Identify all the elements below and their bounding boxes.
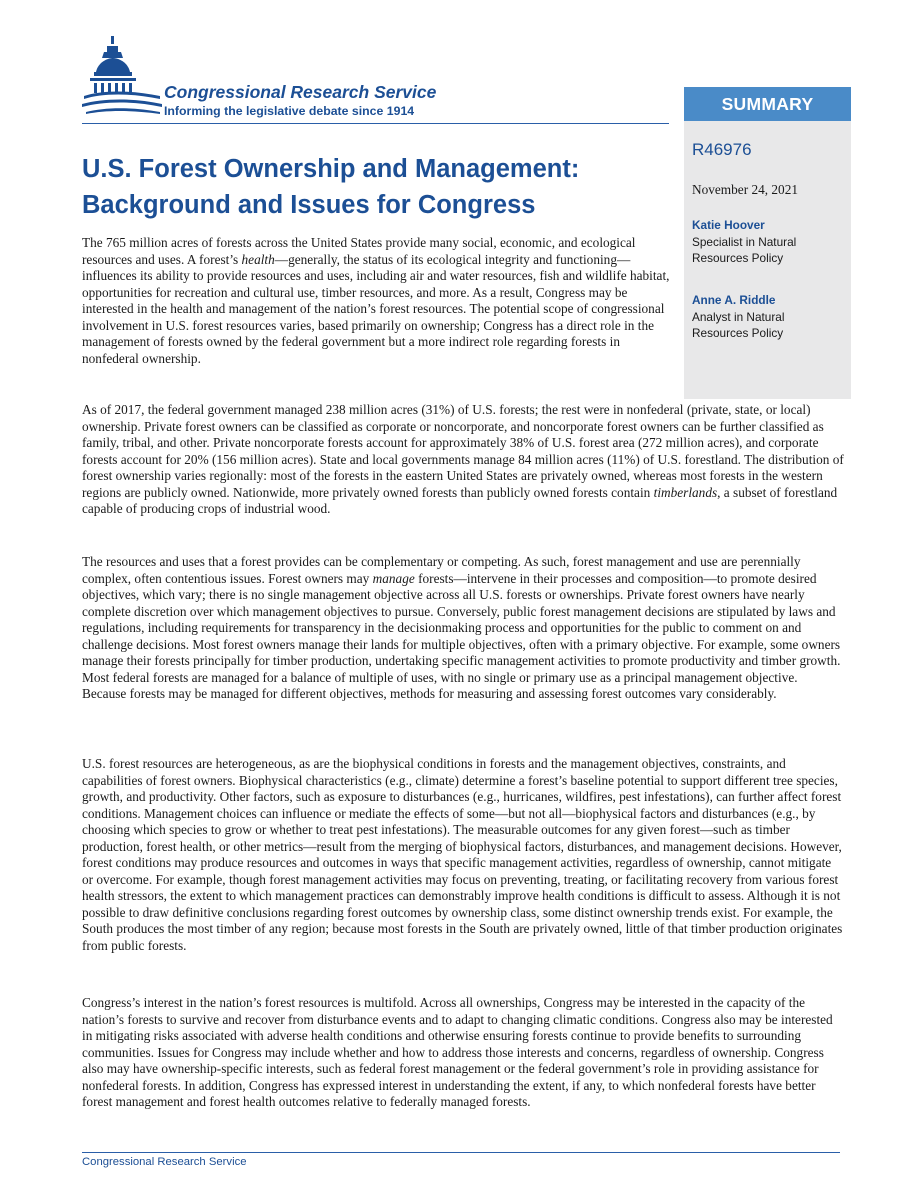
summary-paragraph: Congress’s interest in the nation’s forest resources is multifold. Across all ownerships, Congress may be interested in the capacity of the nation’s forests to survive and recover from disturbance events and to adapt to changing climatic conditions. Congress also may be interested in mitigating risks associated with adverse health conditions and otherwise ensuring forests continue to provide benefits to surrounding communities. Issues for Congress may include whether and how to address those interests and concerns, regardless of ownership. Congress also may have ownership-specific interests, such as federal forest management or the federal government’s role in providing assistance for nonfederal forests. In addition, Congress has expressed interest in understanding the extent, if any, to which nonfederal forests have better forest management and forest health outcomes relative to federally managed forests. bbox=[82, 995, 833, 1109]
org-tagline: Informing the legislative debate since 1914 bbox=[164, 104, 415, 118]
report-date: November 24, 2021 bbox=[692, 182, 798, 197]
author-block bbox=[692, 217, 796, 267]
author-name: Anne A. Riddle bbox=[692, 293, 776, 307]
title-line: U.S. Forest Ownership and Management: bbox=[82, 155, 580, 183]
summary-paragraph: The resources and uses that a forest provides can be complementary or competing. As such, forest management and use are perennially complex, often contentious issues. Forest owners may manage forests—intervene in their processes and composition—to promote desired objectives, which vary; there is no single management objective across all U.S. forests or ownerships. Private forest owners have nearly complete discretion over which management objectives to pursue. Conversely, public forest management decisions are stipulated by laws and regulations, including requirements for transparency in the decisionmaking process and opportunities for the public to comment on and challenge decisions. Most forest owners manage their lands for multiple objectives, often with a primary objective. For example, some owners manage their forests principally for timber production, undertaking specific management activities to promote productivity and timber growth. Most federal forests are managed for a balance of multiple of uses, with no single or primary use as a principal management objective. Because forests may be managed for different objectives, methods for measuring and assessing forest outcomes vary considerably. bbox=[82, 554, 841, 701]
author-name: Katie Hoover bbox=[692, 218, 765, 232]
org-name: Congressional Research Service bbox=[164, 82, 437, 102]
summary-heading: SUMMARY bbox=[684, 87, 851, 121]
author-title-line: Resources Policy bbox=[692, 251, 784, 265]
summary-paragraph: U.S. forest resources are heterogeneous, as are the biophysical conditions in forests and the management objectives, constraints, and capabilities of forest owners. Biophysical characteristics (e.g., climate) determine a forest’s baseline potential to support different tree species, growth, and productivity. Other factors, such as exposure to disturbances (e.g., hurricanes, wildfires, pest infestations), can further affect forest conditions. Management choices can influence or mediate the effects of some—but not all—biophysical factors and disturbances (e.g., by choosing which species to grow or whether to treat pest infestations). The measurable outcomes for any given forest—such as timber production, forest health, or other metrics—result from the merging of biophysical factors, disturbances, and management decisions. However, forest conditions may produce resources and outcomes in ways that specific management activities, regardless of ownership, cannot mitigate or overcome. For example, though forest management activities may focus on preventing, treating, or facilitating recovery from various forest health stressors, the extent to which management practices can demonstrably improve health conditions is difficult to assess. Although it is not possible to draw definitive conclusions regarding forest outcomes by ownership class, some distinct ownership trends exist. For example, the South produces the most timber of any region; because most forests in the South are privately owned, little of that timber production originates from public forests. bbox=[82, 756, 843, 953]
footer-divider bbox=[82, 1152, 840, 1153]
header-divider bbox=[82, 123, 669, 124]
summary-paragraph: As of 2017, the federal government managed 238 million acres (31%) of U.S. forests; the rest were in nonfederal (private, state, or local) ownership. Private forest owners can be classified as corporate or noncorporate, and noncorporate forest owners can be further classified as family, tribal, and other. Private noncorporate forests account for approximately 38% of U.S. forest area (272 million acres), and corporate forests account for 20% (156 million acres). State and local governments manage 84 million acres (11%) of U.S. forestland. The distribution of forest ownership varies regionally: most of the forests in the eastern United States are privately owned, whereas most forests in the western regions are publicly owned. Nationwide, more privately owned forests than publicly owned forests contain timberlands, a subset of forestland capable of producing crops of industrial wood. bbox=[82, 402, 844, 516]
summary-panel bbox=[684, 87, 851, 399]
document-title bbox=[82, 151, 672, 223]
capitol-dome-icon bbox=[82, 34, 162, 124]
author-title-line: Specialist in Natural bbox=[692, 234, 797, 249]
crs-logo bbox=[82, 34, 482, 124]
title-line: Background and Issues for Congress bbox=[82, 191, 536, 219]
footer-org-name: Congressional Research Service bbox=[82, 1156, 247, 1168]
author-title-line: Analyst in Natural bbox=[692, 309, 785, 324]
summary-paragraph: The 765 million acres of forests across the United States provide many social, economic, and ecological resources and uses. A forest’s health—generally, the status of its ecological integrity and functioning—influences its ability to provide resources and uses, including air and water resources, fish and wildlife habitat, opportunities for recreation and cultural use, timber resources, and more. As a result, Congress may be interested in the health and management of the nation’s forest resources. The potential scope of congressional involvement in U.S. forest resources varies, based primarily on ownership; Congress has a direct role in the management of forests owned by the federal government but a more indirect role regarding forests in nonfederal ownership. bbox=[82, 235, 670, 366]
report-number: R46976 bbox=[692, 140, 752, 159]
author-block bbox=[692, 292, 784, 342]
author-title-line: Resources Policy bbox=[692, 326, 784, 340]
